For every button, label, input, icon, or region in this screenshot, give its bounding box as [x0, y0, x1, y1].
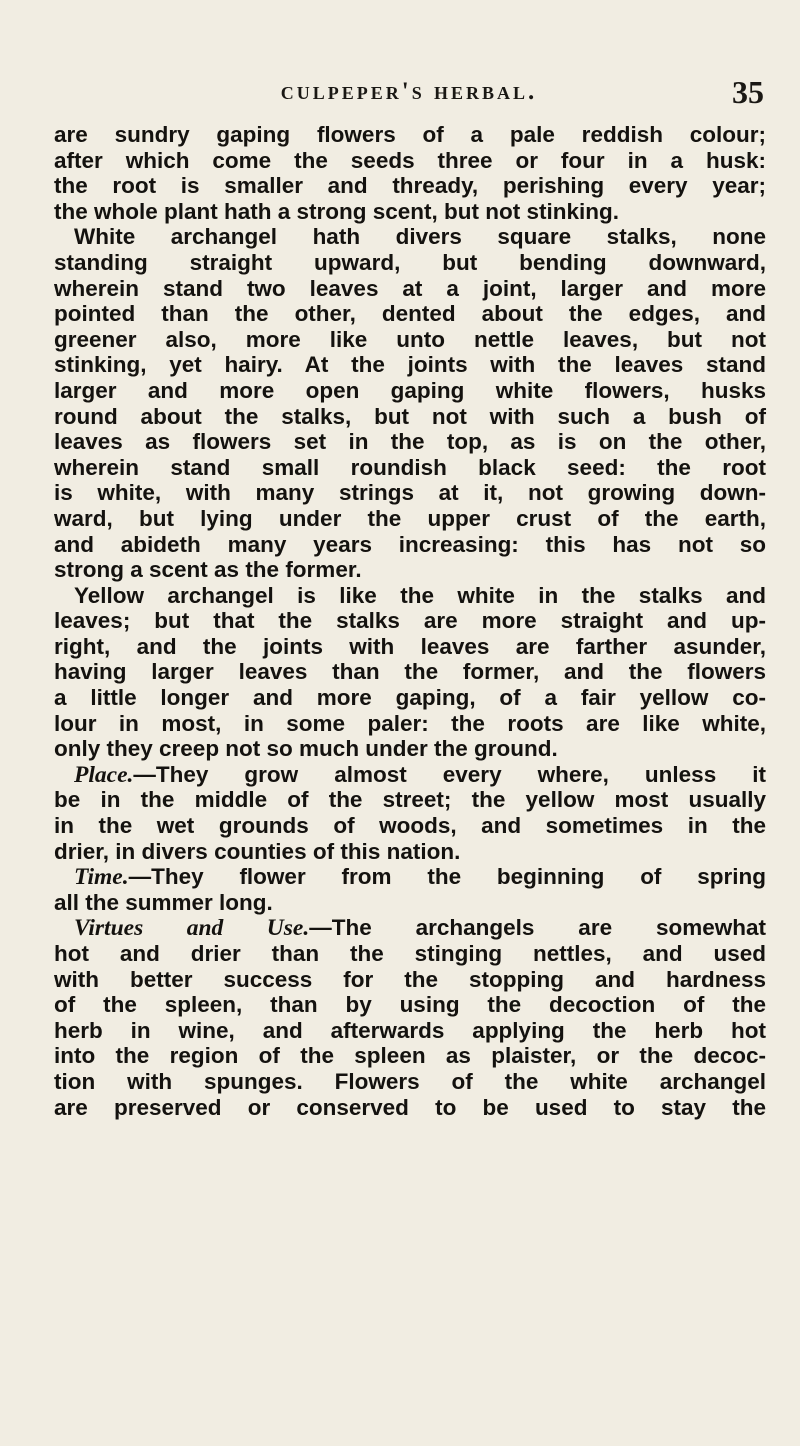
text-line: tion with spunges. Flowers of the white archangel — [54, 1068, 766, 1094]
text-line: are sundry gaping flowers of a pale reddish colour; — [54, 122, 766, 147]
text-line: larger and more open gaping white flowers, husks — [54, 377, 766, 403]
text-line: after which come the seeds three or four in a husk: — [54, 147, 766, 173]
text-line: hot and drier than the stinging nettles, and used — [54, 941, 766, 966]
place-text: —They grow almost every where, unless it — [133, 761, 766, 787]
text-line: with better success for the stopping and hardness — [54, 966, 766, 992]
text-line: drier, in divers counties of this nation. — [54, 838, 461, 864]
text-line: into the region of the spleen as plaister, or the decoc- — [54, 1043, 766, 1069]
text-line: Yellow archangel is like the white in the stalks and — [74, 582, 766, 608]
text-line: stinking, yet hairy. At the joints with the leaves stand — [54, 352, 766, 378]
virtues-label: Virtues and Use. — [74, 915, 310, 942]
text-line: the whole plant hath a strong scent, but not stinking. — [54, 198, 620, 224]
text-line: only they creep not so much under the ground. — [54, 736, 558, 762]
text-line: is white, with many strings at it, not growing down- — [54, 480, 766, 506]
virtues-line — [54, 915, 766, 941]
running-title: culpeper's herbal. — [280, 78, 538, 105]
text-line: standing straight upward, but bending downward, — [54, 249, 766, 275]
text-line: leaves; but that the stalks are more straight and up- — [54, 608, 766, 634]
text-line: are preserved or conserved to be used to stay the — [54, 1094, 766, 1120]
text-line: be in the middle of the street; the yellow most usually — [54, 787, 766, 813]
text-line: White archangel hath divers square stalks, none — [74, 224, 766, 250]
running-head — [54, 74, 764, 114]
text-line: wherein stand two leaves at a joint, larger and more — [54, 275, 766, 301]
text-line: herb in wine, and afterwards applying the herb hot — [54, 1017, 766, 1043]
text-line: a little longer and more gaping, of a fair yellow co- — [54, 685, 766, 711]
text-line: and abideth many years increasing: this has not so — [54, 531, 766, 557]
text-line: of the spleen, than by using the decoction of the — [54, 992, 766, 1018]
time-line — [54, 864, 766, 890]
text-line: leaves as flowers set in the top, as is on the other, — [54, 429, 766, 455]
text-line: wherein stand small roundish black seed: the root — [54, 454, 766, 480]
text-line: ward, but lying under the upper crust of the earth, — [54, 505, 766, 531]
text-line: strong a scent as the former. — [54, 557, 362, 583]
text-line: the root is smaller and thready, perishing every year; — [54, 173, 766, 199]
text-line: all the summer long. — [54, 889, 273, 915]
time-label: Time. — [74, 864, 129, 891]
text-line: in the wet grounds of woods, and sometimes in the — [54, 813, 766, 839]
text-line: pointed than the other, dented about the edges, and — [54, 301, 766, 327]
text-line: having larger leaves than the former, and the flowers — [54, 659, 766, 685]
time-text: —They flower from the beginning of spring — [128, 864, 766, 890]
place-line — [54, 762, 766, 788]
text-line: greener also, more like unto nettle leaves, but not — [54, 326, 766, 352]
place-label: Place. — [74, 761, 134, 788]
virtues-text: —The archangels are somewhat — [309, 915, 767, 941]
body-text — [54, 122, 766, 1120]
page-number: 35 — [732, 74, 764, 110]
text-line: round about the stalks, but not with such a bush of — [54, 403, 766, 429]
text-line: lour in most, in some paler: the roots are like white, — [54, 710, 766, 736]
text-line: right, and the joints with leaves are farther asunder, — [54, 633, 766, 659]
